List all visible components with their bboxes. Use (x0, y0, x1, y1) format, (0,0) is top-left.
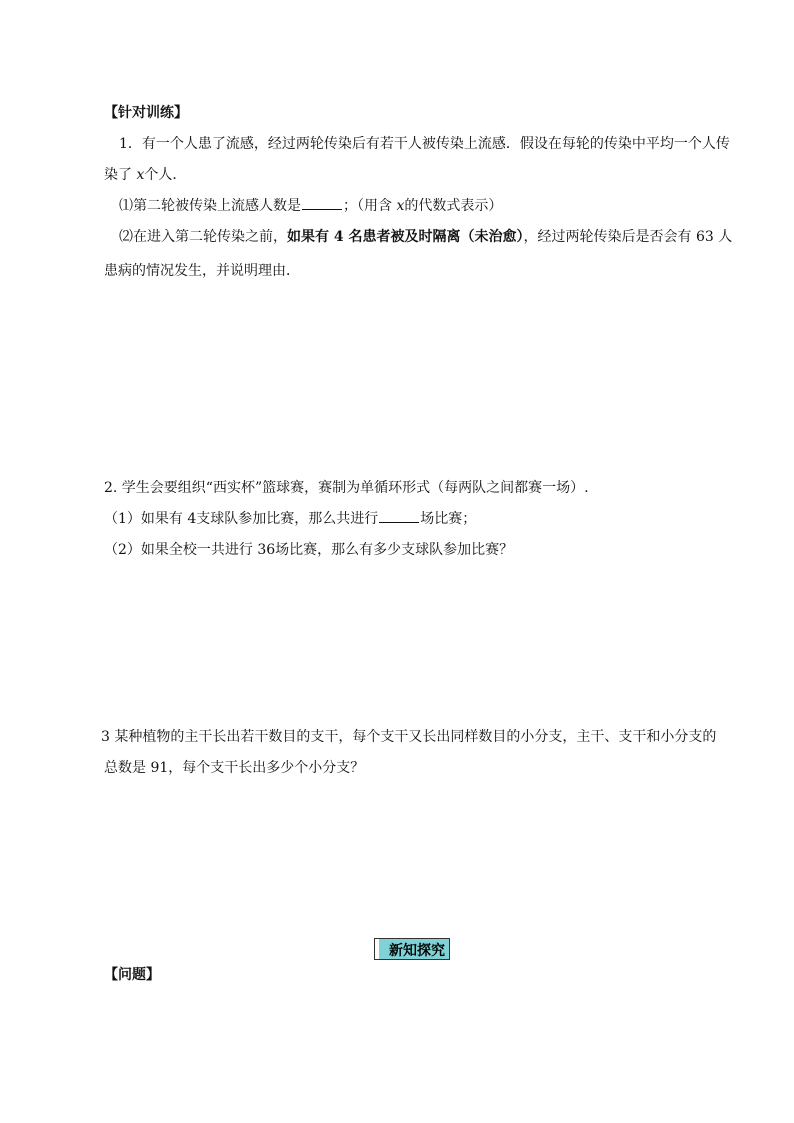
q3-line1: 3 某种植物的主干长出若干数目的支干，每个支干又长出同样数目的小分支，主干、支干和小分支的 (101, 729, 717, 745)
q1-answer-blank[interactable] (302, 197, 342, 210)
q1-line1: 1．有一个人患了流感，经过两轮传染后有若干人被传染上流感．假设在每轮的传染中平均一个人传 (119, 136, 730, 152)
q1-sub2-post: ，经过两轮传染后是否会有 63 人 (523, 229, 733, 245)
q2-sub2: （2）如果全校一共进行 36场比赛，那么有多少支球队参加比赛？ (104, 542, 514, 558)
section-heading: 【针对训练】 (104, 105, 188, 121)
problem-heading: 【问题】 (104, 967, 160, 983)
q1-sub1 (119, 197, 502, 215)
q1-sub2-pre: ⑵在进入第二轮传染之前， (119, 229, 287, 245)
q1-line2-post: 个人． (144, 167, 187, 183)
q1-sub2-line2: 患病的情况发生，并说明理由． (104, 263, 300, 279)
q1-sub1-end: 的代数式表示） (404, 198, 503, 214)
q2-sub1-post: 场比赛； (420, 511, 477, 527)
q1-variable: x (136, 167, 145, 183)
q1-sub1-text: ⑴第二轮被传染上流感人数是 (119, 198, 301, 214)
q1-sub1-post: ；（用含 (343, 198, 397, 214)
q1-sub2-emphasis: 如果有 4 名患者被及时隔离（未治愈） (287, 229, 524, 245)
q2-answer-blank[interactable] (379, 510, 419, 523)
q1-sub2 (119, 228, 732, 246)
q2-sub1-text: （1）如果有 4支球队参加比赛，那么共进行 (104, 511, 379, 527)
section-badge-label: 新知探究 (389, 943, 445, 959)
q1-line2 (104, 166, 186, 184)
q2-line1: 2. 学生会要组织“西实杯”篮球赛，赛制为单循环形式（每两队之间都赛一场）. (104, 480, 589, 496)
q2-sub1 (104, 510, 476, 528)
q3-line2: 总数是 91，每个支干长出多少个小分支？ (104, 760, 365, 776)
q1-line2-pre: 染了 (104, 167, 137, 183)
section-badge (374, 938, 450, 960)
q1-sub1-variable: x (396, 198, 405, 214)
